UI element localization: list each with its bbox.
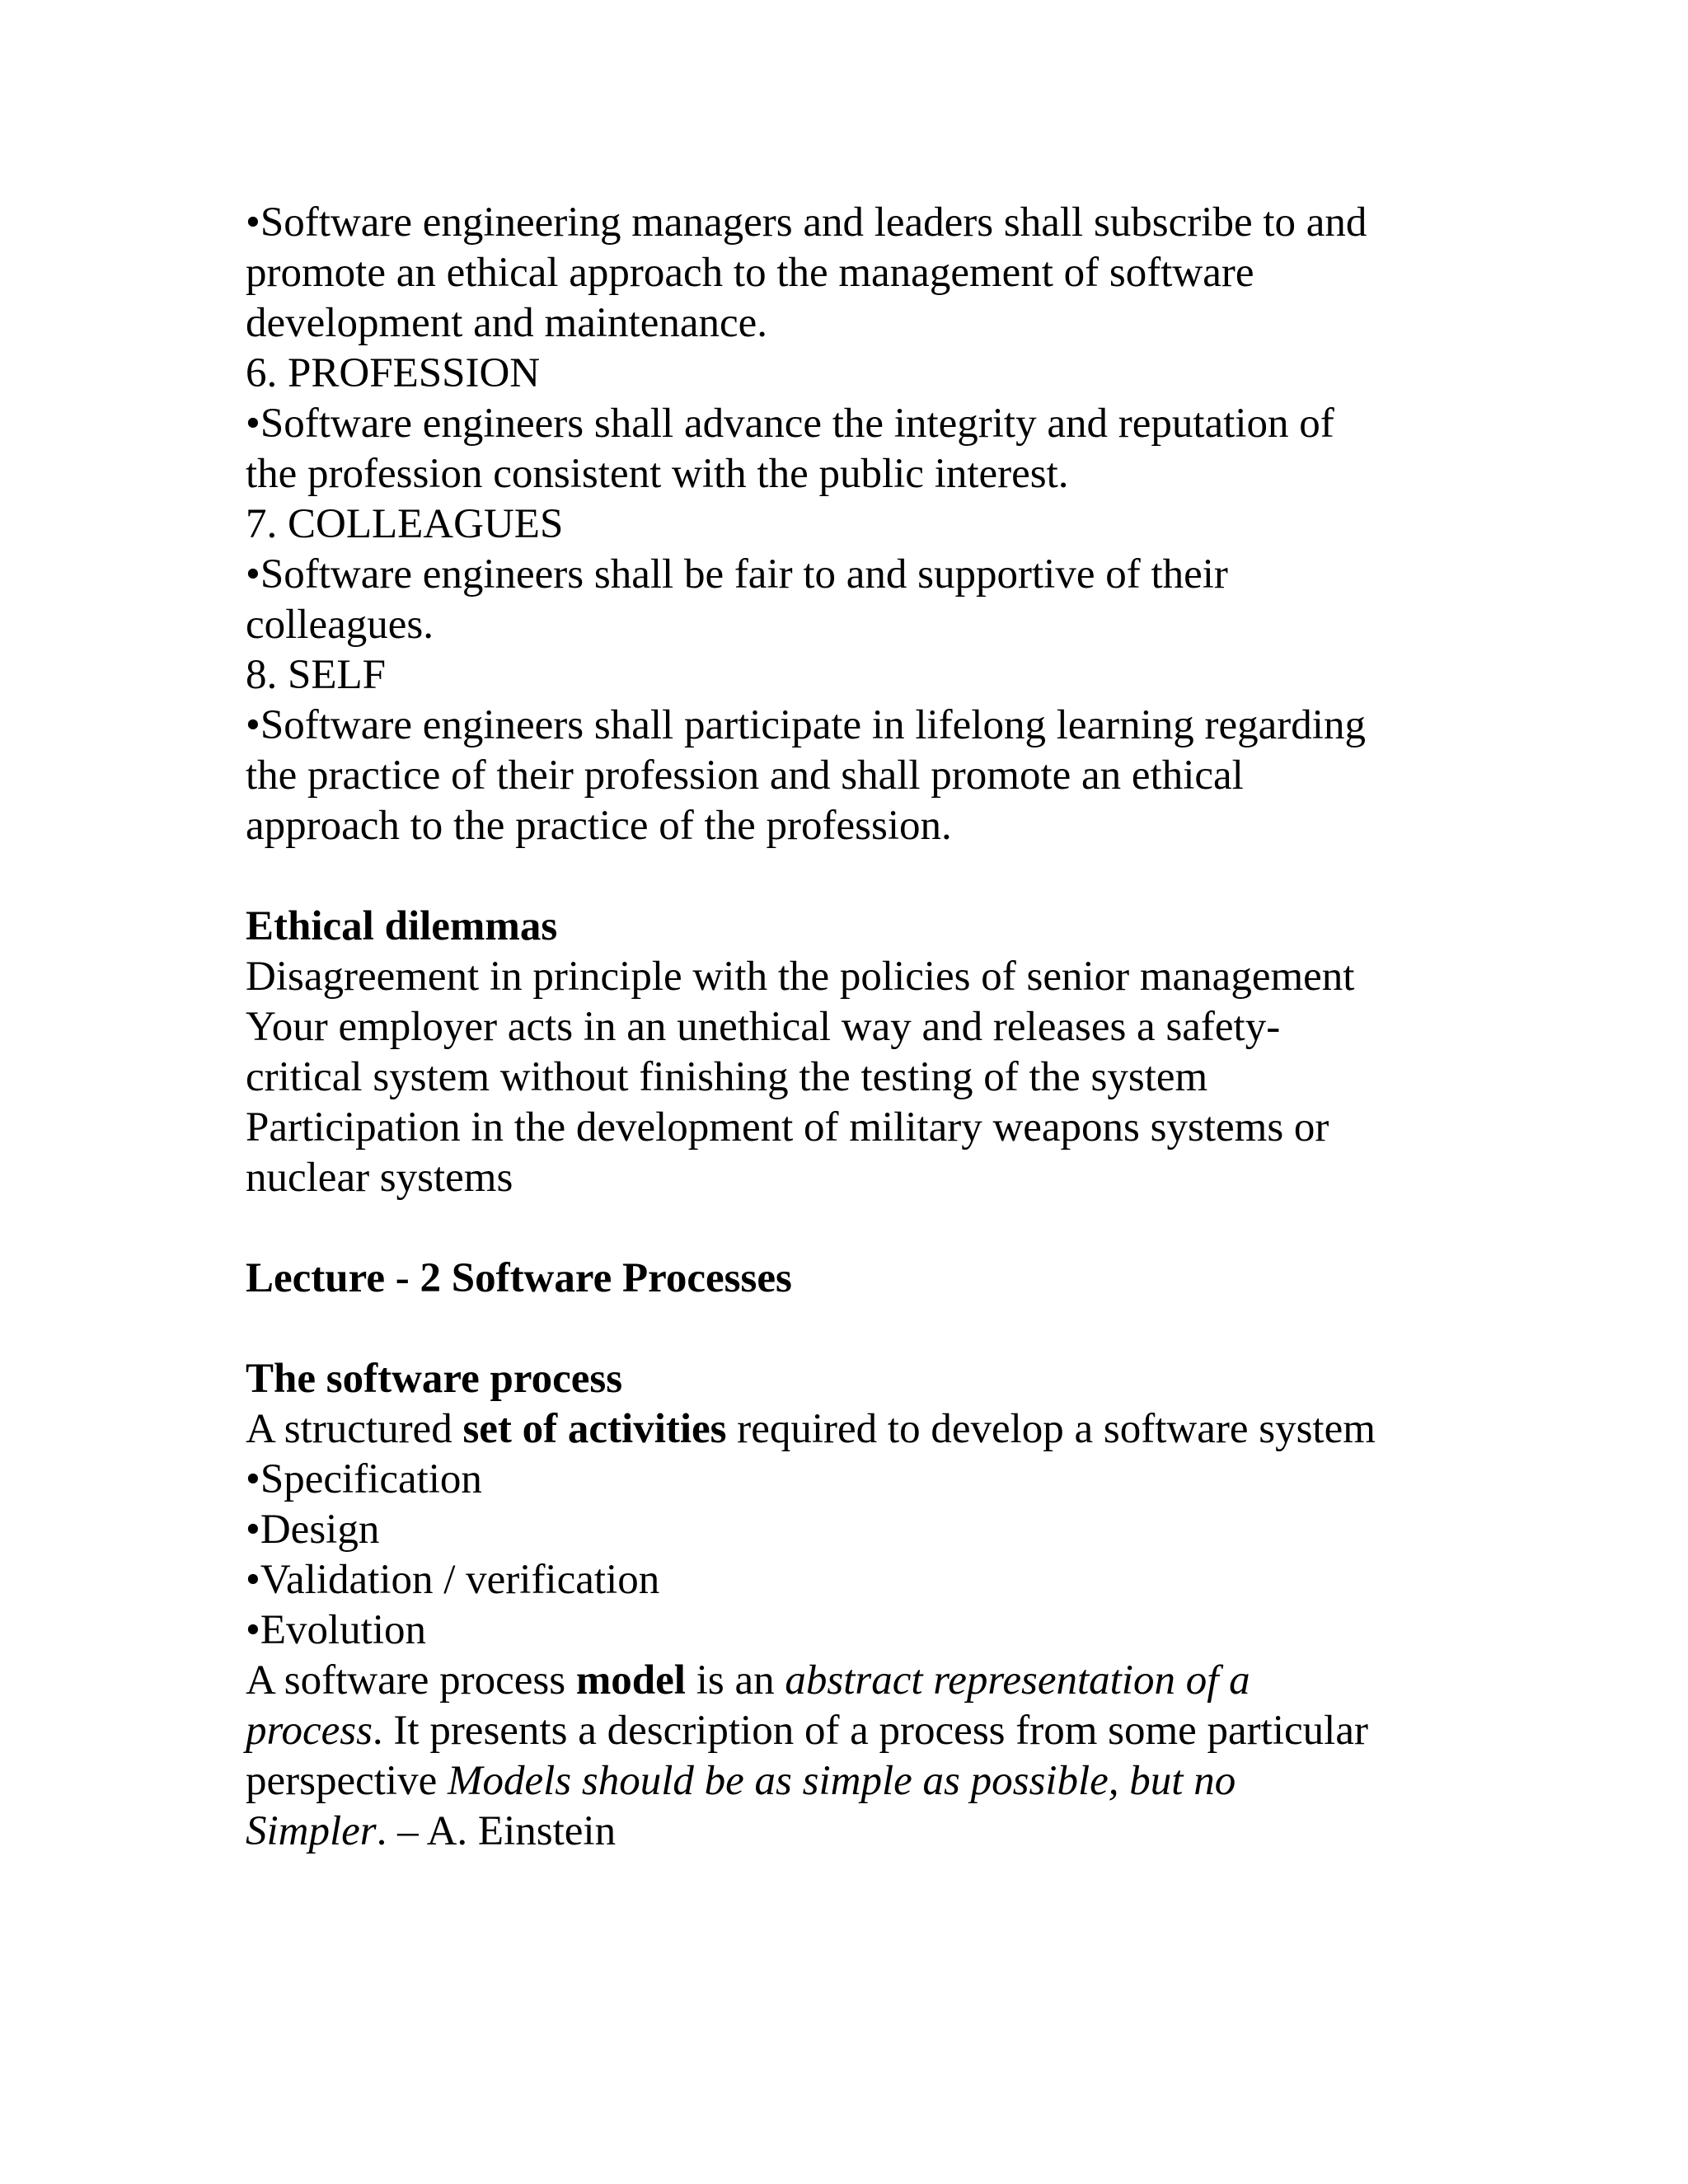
profession-bullet-line-2: the profession consistent with the public interest.	[246, 451, 1069, 497]
activity-item: •Validation / verification	[246, 1557, 660, 1603]
colleagues-heading: 7. COLLEAGUES	[246, 501, 564, 547]
intro-bold-text: set of activities	[462, 1406, 727, 1452]
colleagues-bullet-line-1: •Software engineers shall be fair to and supportive of their	[246, 551, 1228, 598]
intro-text-after: required to develop a software system	[726, 1406, 1376, 1452]
software-process-intro	[246, 1404, 1465, 1455]
text-run: perspective	[246, 1758, 448, 1804]
ethical-dilemmas-line-2: Your employer acts in an unethical way and releases a safety-	[246, 1004, 1281, 1050]
italic-run: Simpler	[246, 1808, 377, 1854]
ethical-dilemmas-line-1: Disagreement in principle with the policies of senior management	[246, 954, 1355, 1000]
ethical-dilemmas-line-4: Participation in the development of military weapons systems or	[246, 1104, 1329, 1151]
self-heading: 8. SELF	[246, 652, 387, 698]
model-paragraph-line-1	[246, 1656, 1465, 1706]
management-bullet-line-3: development and maintenance.	[246, 300, 767, 346]
software-process-heading: The software process	[246, 1356, 623, 1402]
self-bullet-line-2: the practice of their profession and shall promote an ethical	[246, 752, 1244, 799]
activity-item: •Evolution	[246, 1607, 427, 1653]
ethical-dilemmas-line-5: nuclear systems	[246, 1155, 513, 1201]
italic-run: Models should be as simple as possible, but no	[447, 1758, 1236, 1804]
model-paragraph-line-2	[246, 1706, 1465, 1756]
ethical-dilemmas-line-3: critical system without finishing the testing of the system	[246, 1054, 1208, 1100]
profession-bullet-line-1: •Software engineers shall advance the integrity and reputation of	[246, 401, 1334, 447]
colleagues-bullet-line-2: colleagues.	[246, 602, 434, 648]
activity-item: •Specification	[246, 1456, 482, 1502]
management-bullet-line-2: promote an ethical approach to the management of software	[246, 250, 1254, 296]
bold-run: model	[575, 1657, 686, 1704]
italic-run: process	[246, 1708, 373, 1754]
text-run: . It presents a description of a process from some particular	[372, 1708, 1368, 1754]
spacer	[246, 1203, 1465, 1254]
model-paragraph-line-4	[246, 1807, 1465, 1857]
text-run: is an	[685, 1657, 785, 1704]
text-run: . – A. Einstein	[376, 1808, 617, 1854]
management-bullet-line-1: •Software engineering managers and leaders shall subscribe to and	[246, 199, 1367, 246]
model-paragraph-line-3	[246, 1756, 1465, 1807]
lecture-heading: Lecture - 2 Software Processes	[246, 1255, 792, 1301]
intro-text-before: A structured	[246, 1406, 463, 1452]
page-content	[246, 198, 1465, 1857]
profession-heading: 6. PROFESSION	[246, 350, 541, 396]
ethical-dilemmas-heading: Ethical dilemmas	[246, 903, 558, 949]
activity-item: •Design	[246, 1507, 380, 1553]
self-bullet-line-3: approach to the practice of the profession.	[246, 803, 952, 849]
spacer	[246, 851, 1465, 902]
text-run: A software process	[246, 1657, 576, 1704]
italic-run: abstract representation of a	[785, 1657, 1250, 1704]
self-bullet-line-1: •Software engineers shall participate in lifelong learning regarding	[246, 702, 1366, 748]
spacer	[246, 1304, 1465, 1354]
